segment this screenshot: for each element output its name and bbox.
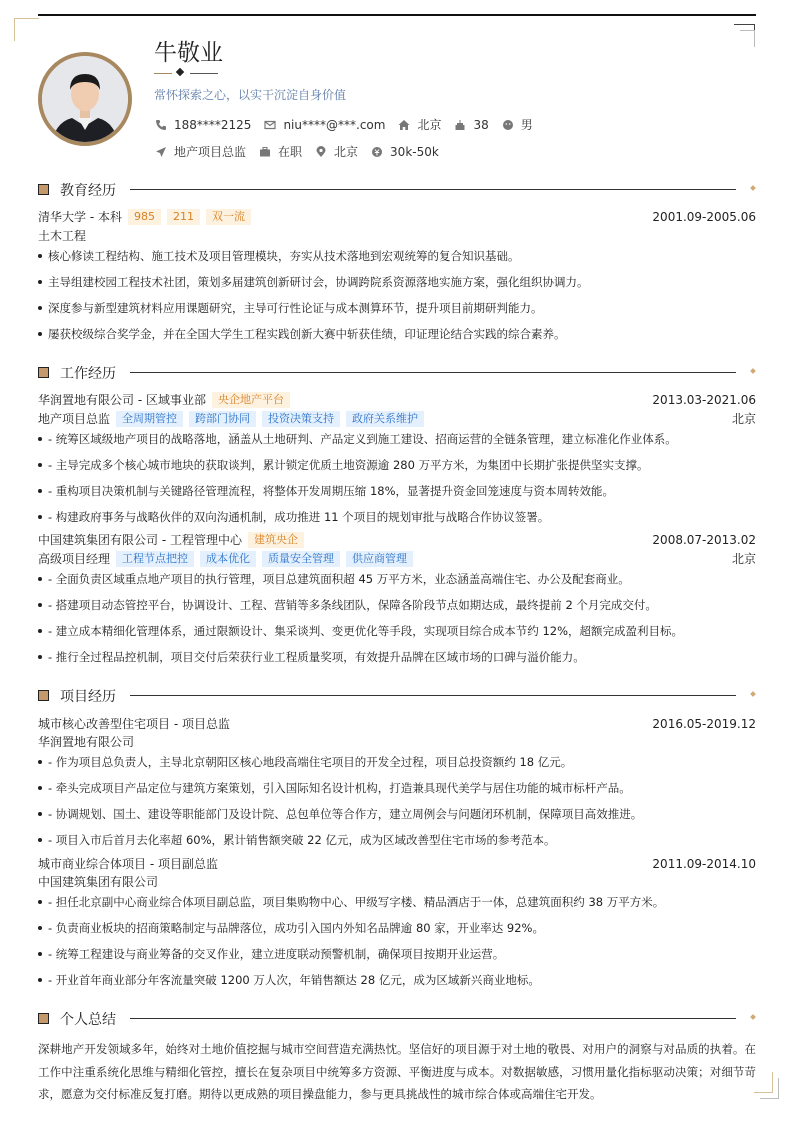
list-item: 核心修读工程结构、施工技术及项目管理模块，夯实从技术落地到宏观统筹的复合知识基础。 [38,248,756,264]
company-tag: 央企地产平台 [212,392,290,408]
list-item: 深度参与新型建筑材料应用课题研究，主导可行性论证与成本测算环节，提升项目前期研判能力。 [38,300,756,316]
home-icon [397,118,411,132]
project-header [38,715,756,732]
list-item: - 构建政府事务与战略伙伴的双向沟通机制，成功推进 11 个项目的规划审批与战略合作协议签署。 [38,509,756,525]
project-date: 2016.05-2019.12 [652,716,756,731]
list-item: - 项目入市后首月去化率超 60%，累计销售额突破 22 亿元，成为区域改善型住宅市场的参考范本。 [38,832,756,848]
intent-row [154,143,451,160]
gender-icon [501,118,515,132]
avatar-portrait-icon [42,56,128,142]
list-item: - 统筹工程建设与商业筹备的交叉作业，建立进度联动预警机制，确保项目按期开业运营。 [38,946,756,962]
company-name: 中国建筑集团有限公司 - 工程管理中心 [38,533,242,547]
gender-value: 男 [520,118,533,132]
name-divider [154,68,220,78]
corner-ornament [740,30,755,47]
project-org [38,733,756,750]
list-item: - 统筹区域级地产项目的战略落地，涵盖从土地研判、产品定义到施工建设、招商运营的全链条管理，建立标准化作业体系。 [38,431,756,447]
target-position-value: 地产项目总监 [174,145,247,159]
top-rule [38,14,756,16]
list-item: - 担任北京副中心商业综合体项目副总监，项目集购物中心、甲级写字楼、精品酒店于一体，总建筑面积约 38 万平方米。 [38,894,756,910]
section-work [38,364,756,382]
section-summary [38,1010,756,1028]
company-tag: 建筑央企 [248,532,304,548]
skill-tag: 政府关系维护 [346,411,424,427]
project-title: 城市核心改善型住宅项目 - 项目总监 [38,717,230,731]
corner-ornament [14,18,39,41]
phone-icon [154,118,168,132]
salary-icon [370,145,384,159]
phone-value: 188****2125 [174,117,252,132]
summary-text: 深耕地产开发领域多年，始终对土地价值挖掘与城市空间营造充满热忱。坚信好的项目源于对土地的敬畏、对用户的洞察与对品质的执着。在工作中注重系统化思维与精细化管控，擅长在复杂项目中统筹多方资源、平衡进度与成本。对数据敏感，习惯用量化指标驱动决策；对细节苛求，愿意为交付标准反复打磨。期待以更成熟的项目操盘能力，参与更具挑战性的城市综合体或高端住宅开发。 [38,1042,756,1101]
project-title: 城市商业综合体项目 - 项目副总监 [38,857,218,871]
job-position: 高级项目经理 [38,552,111,566]
list-item: - 开业首年商业部分年客流量突破 1200 万人次，年销售额达 28 亿元，成为区域新兴商业地标。 [38,972,756,988]
salary-value: 30k-50k [390,144,439,159]
school-name: 清华大学 - 本科 [38,210,122,224]
job-city: 北京 [731,552,756,566]
section-title: 工作经历 [60,366,116,382]
list-item: - 推行全过程品控机制，项目交付后荣获行业工程质量奖项，有效提升品牌在区域市场的口碑与溢价能力。 [38,649,756,665]
education-date: 2001.09-2005.06 [652,209,756,224]
job-date: 2013.03-2021.06 [652,392,756,407]
corner-ornament [760,1078,779,1099]
age-value: 38 [473,117,489,132]
section-title: 项目经历 [60,689,116,705]
skill-tag: 成本优化 [200,551,256,567]
section-title: 教育经历 [60,183,116,199]
motto: 常怀探索之心，以实干沉淀自身价值 [154,88,347,102]
school-tag: 985 [128,209,161,225]
age-icon [453,118,467,132]
target-city-value: 北京 [334,145,359,159]
job-city: 北京 [731,412,756,426]
skill-tag: 跨部门协同 [189,411,256,427]
position-icon [154,145,168,159]
skill-tag: 投资决策支持 [262,411,340,427]
list-item: - 协调规划、国土、建设等职能部门及设计院、总包单位等合作方，建立周例会与问题闭环机制，保障项目高效推进。 [38,806,756,822]
project-date: 2011.09-2014.10 [652,856,756,871]
section-project [38,687,756,705]
skill-tag: 质量安全管理 [262,551,340,567]
job-header [38,391,756,408]
list-item: 屡获校级综合奖学金，并在全国大学生工程实践创新大赛中斩获佳绩，印证理论结合实践的综合素养。 [38,326,756,342]
job-date: 2008.07-2013.02 [652,532,756,547]
project-org-text: 中国建筑集团有限公司 [38,875,159,889]
job-subheader [38,410,756,427]
skill-tag: 供应商管理 [346,551,413,567]
section-title: 个人总结 [60,1012,116,1028]
list-item: - 搭建项目动态管控平台，协调设计、工程、营销等多条线团队，保障各阶段节点如期达成，最终提前 2 个月完成交付。 [38,597,756,613]
candidate-name: 牛敬业 [154,40,223,66]
job-header [38,531,756,548]
location-icon [314,145,328,159]
contact-row [154,116,545,133]
status-value: 在职 [278,145,303,159]
project-org [38,873,756,890]
list-item: - 全面负责区域重点地产项目的执行管理，项目总建筑面积超 45 万平方米，业态涵盖高端住宅、办公及配套商业。 [38,571,756,587]
avatar [38,52,132,146]
major [38,227,756,244]
major-text: 土木工程 [38,229,87,243]
job-subheader [38,550,756,567]
email-value: niu****@***.com [283,117,386,132]
list-item: 主导组建校园工程技术社团，策划多届建筑创新研讨会，协调跨院系资源落地实施方案，强化组织协调力。 [38,274,756,290]
list-item: - 重构项目决策机制与关键路径管理流程，将整体开发周期压缩 18%，显著提升资金回笼速度与资本周转效能。 [38,483,756,499]
home-city-value: 北京 [417,118,442,132]
skill-tag: 全周期管控 [116,411,183,427]
skill-tag: 工程节点把控 [116,551,194,567]
status-icon [258,145,272,159]
list-item: - 主导完成多个核心城市地块的获取谈判，累计锁定优质土地资源逾 280 万平方米，为集团中长期扩张提供坚实支撑。 [38,457,756,473]
education-header [38,208,756,225]
list-item: - 作为项目总负责人，主导北京朝阳区核心地段高端住宅项目的开发全过程，项目总投资额约 18 亿元。 [38,754,756,770]
company-name: 华润置地有限公司 - 区域事业部 [38,393,206,407]
school-tag: 双一流 [206,209,251,225]
email-icon [263,118,277,132]
section-education [38,181,756,199]
list-item: - 建立成本精细化管理体系，通过限额设计、集采谈判、变更优化等手段，实现项目综合成本节约 12%，超额完成盈利目标。 [38,623,756,639]
school-tag: 211 [167,209,200,225]
list-item: - 负责商业板块的招商策略制定与品牌落位，成功引入国内外知名品牌逾 80 家，开业率达 92%。 [38,920,756,936]
list-item: - 牵头完成项目产品定位与建筑方案策划，引入国际知名设计机构，打造兼具现代美学与居住功能的城市标杆产品。 [38,780,756,796]
project-org-text: 华润置地有限公司 [38,735,135,749]
job-position: 地产项目总监 [38,412,111,426]
project-header [38,855,756,872]
